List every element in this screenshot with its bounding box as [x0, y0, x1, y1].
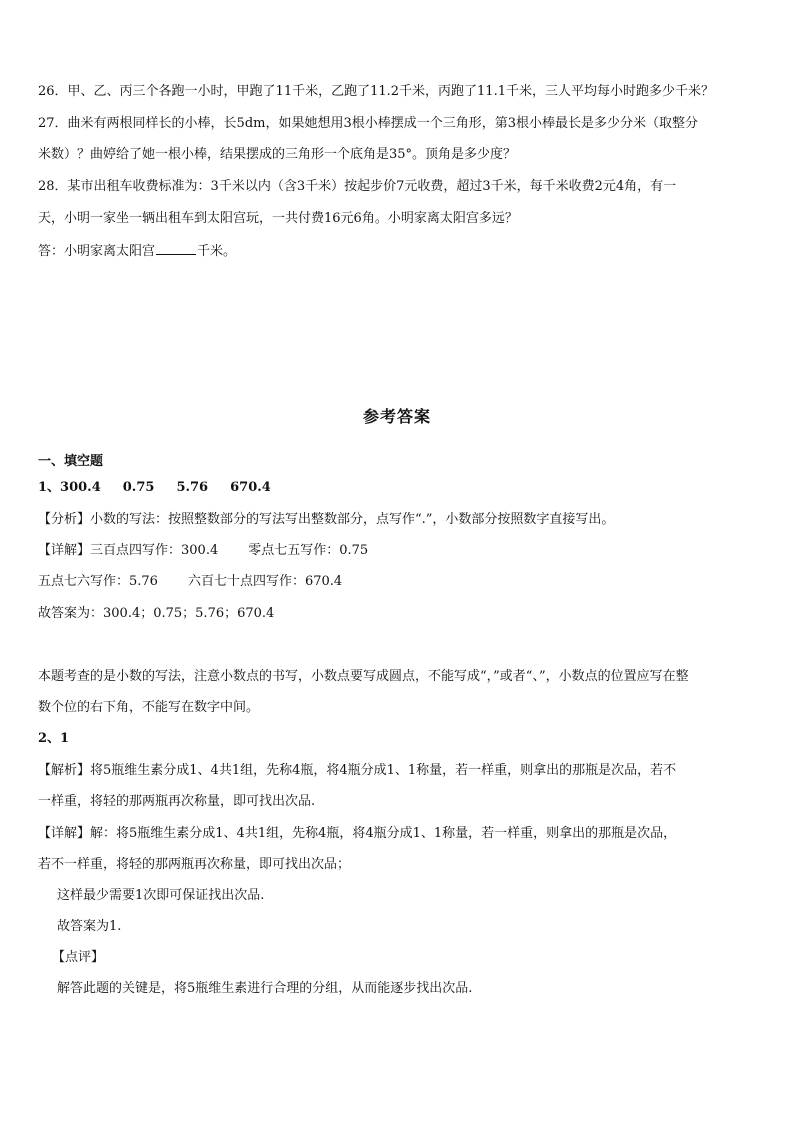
question-28-answer	[38, 242, 236, 260]
answer-1-analysis: 【分析】小数的写法：按照整数部分的写法写出整数部分，点写作“.”，小数部分按照数字直接写出。	[38, 512, 615, 527]
answer-2-line-3: 这样最少需要1次即可保证找出次品.	[57, 888, 265, 903]
answer-2-analysis-line-2: 一样重，将轻的那两瓶再次称量，即可找出次品.	[38, 794, 316, 809]
answer-blank[interactable]	[156, 242, 196, 255]
answers-title: 参考答案	[362, 407, 431, 426]
answer-1-value-1: 300.4	[60, 480, 101, 495]
answer-1-detail-b: 零点七五写作：0.75	[248, 543, 369, 558]
answer-2-detail-line-1: 【详解】解：将5瓶维生素分成1、4共1组，先称4瓶，将4瓶分成1、1称量，若一样重，则拿出的那瓶是次品，	[38, 826, 677, 841]
answer-2-detail-line-2: 若不一样重，将轻的那两瓶再次称量，即可找出次品；	[38, 857, 351, 872]
question-27-line-2: 米数）？曲婷给了她一根小棒，结果摆成的三角形一个底角是35°。顶角是多少度？	[38, 147, 517, 162]
answer-2-line-4: 故答案为1.	[57, 919, 122, 934]
answer-suffix: 千米。	[197, 244, 237, 259]
answer-1-value-3: 5.76	[176, 480, 209, 495]
answer-1-note-line-1: 本题考查的是小数的写法，注意小数点的书写，小数点要写成圆点，不能写成“，”或者“、”，小数点的位置应写在整	[38, 669, 689, 684]
answer-1-detail-d: 六百七十点四写作：670.4	[187, 574, 343, 589]
answer-1-number: 1、	[38, 480, 61, 495]
question-28-line-1: 28．某市出租车收费标准为：3千米以内（含3千米）按起步价7元收费，超过3千米，每千米收费2元4角，有一	[38, 179, 677, 194]
answer-2-number: 2、1	[38, 731, 70, 746]
answer-1-note-line-2: 数个位的右下角，不能写在数字中间。	[38, 700, 260, 715]
answer-2-analysis-line-1: 【解析】将5瓶维生素分成1、4共1组，先称4瓶，将4瓶分成1、1称量，若一样重，则拿出的那瓶是次品，若不	[38, 763, 677, 778]
question-28-line-2: 天，小明一家坐一辆出租车到太阳宫玩，一共付费16元6角。小明家离太阳宫多远？	[38, 211, 518, 226]
answer-1-value-4: 670.4	[230, 480, 271, 495]
answer-1-detail-row-2	[38, 574, 342, 590]
answer-prefix: 答：小明家离太阳宫	[38, 244, 156, 259]
answer-1-detail-a: 【详解】三百点四写作：300.4	[38, 543, 219, 558]
answer-2-comment: 解答此题的关键是，将5瓶维生素进行合理的分组，从而能逐步找出次品.	[57, 981, 473, 996]
section-fill-blank: 一、填空题	[38, 454, 104, 469]
answer-1	[38, 480, 271, 496]
question-26: 26．甲、乙、丙三个各跑一小时，甲跑了11千米，乙跑了11.2千米，丙跑了11.1千米，三人平均每小时跑多少千米？	[38, 84, 714, 99]
answer-1-result: 故答案为：300.4；0.75；5.76；670.4	[38, 606, 275, 621]
answer-1-value-2: 0.75	[122, 480, 155, 495]
answer-2-comment-label: 【点评】	[52, 950, 105, 965]
answer-1-detail-c: 五点七六写作：5.76	[38, 574, 158, 589]
question-27-line-1: 27．曲米有两根同样长的小棒，长5dm，如果她想用3根小棒摆成一个三角形，第3根小棒最长是多少分米（取整分	[38, 116, 699, 131]
answer-1-detail-row-1	[38, 543, 368, 559]
